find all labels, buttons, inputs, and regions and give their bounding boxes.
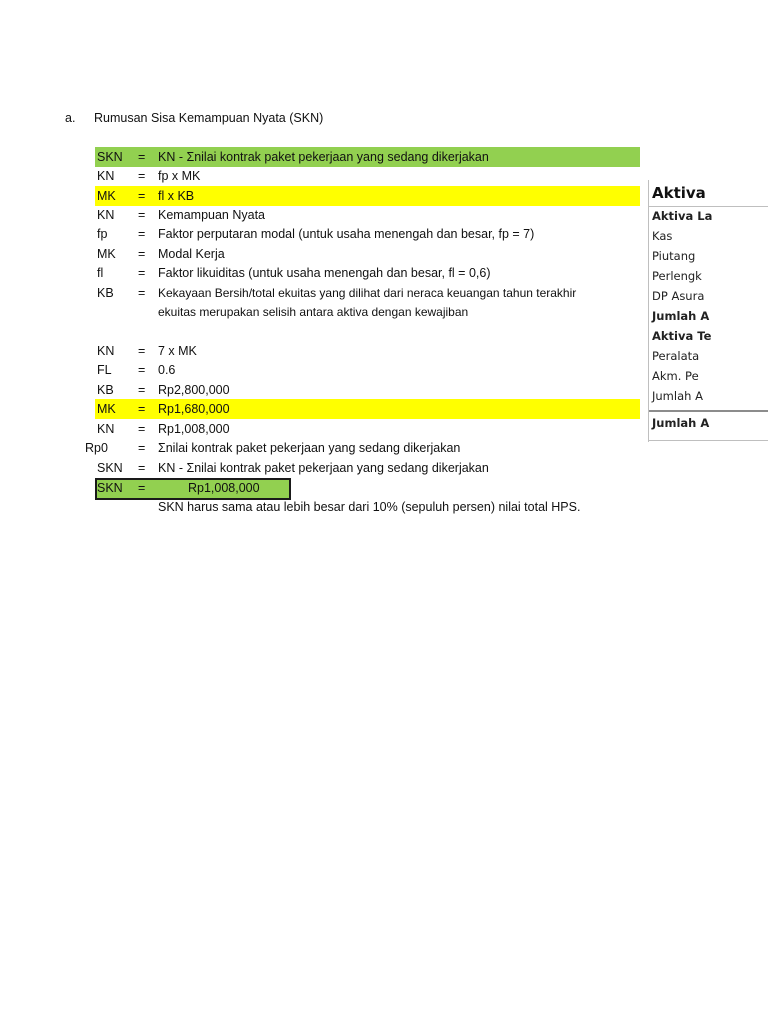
calc-key: KN bbox=[97, 344, 115, 358]
calc-key: Rp0 bbox=[85, 441, 108, 455]
calc-value: Σnilai kontrak paket pekerjaan yang sedang dikerjakan bbox=[158, 441, 461, 455]
equals-sign: = bbox=[138, 402, 146, 416]
formula-key: fp bbox=[97, 227, 108, 241]
panel-title: Aktiva bbox=[652, 184, 706, 202]
panel-item: Peralata bbox=[652, 349, 700, 363]
section-title: Rumusan Sisa Kemampuan Nyata (SKN) bbox=[94, 111, 324, 125]
formula-value: Kekayaan Bersih/total ekuitas yang dilihat dari neraca keuangan tahun terakhir bbox=[158, 286, 577, 300]
panel-item: Kas bbox=[652, 229, 673, 243]
formula-key: MK bbox=[97, 189, 116, 203]
calc-key: KN bbox=[97, 422, 115, 436]
formula-value: fl x KB bbox=[158, 189, 195, 203]
equals-sign: = bbox=[138, 286, 146, 300]
equals-sign: = bbox=[138, 227, 146, 241]
calc-value: 7 x MK bbox=[158, 344, 197, 358]
equals-sign: = bbox=[138, 266, 146, 280]
equals-sign: = bbox=[138, 461, 146, 475]
panel-item: Piutang bbox=[652, 249, 696, 263]
equals-sign: = bbox=[138, 441, 146, 455]
formula-key: fl bbox=[97, 266, 104, 280]
equals-sign: = bbox=[138, 150, 146, 164]
formula-value: Faktor perputaran modal (untuk usaha menengah dan besar, fp = 7) bbox=[158, 227, 535, 241]
section-marker: a. bbox=[65, 111, 76, 125]
equals-sign: = bbox=[138, 344, 146, 358]
calc-key: KB bbox=[97, 383, 114, 397]
formula-key: KN bbox=[97, 169, 115, 183]
formula-key: KN bbox=[97, 208, 115, 222]
calc-value: 0.6 bbox=[158, 363, 176, 377]
formula-value: Modal Kerja bbox=[158, 247, 225, 261]
result-key: SKN bbox=[97, 481, 123, 495]
equals-sign: = bbox=[138, 383, 146, 397]
calc-key: FL bbox=[97, 363, 112, 377]
equals-sign: = bbox=[138, 422, 146, 436]
equals-sign: = bbox=[138, 169, 146, 183]
formula-value: Kemampuan Nyata bbox=[158, 208, 266, 222]
panel-item: Perlengk bbox=[652, 269, 702, 283]
panel-item: Aktiva Te bbox=[652, 329, 712, 343]
calc-value: Rp2,800,000 bbox=[158, 383, 230, 397]
calc-key: SKN bbox=[97, 461, 123, 475]
panel-item: Jumlah A bbox=[652, 389, 703, 403]
equals-sign: = bbox=[138, 363, 146, 377]
formula-value: fp x MK bbox=[158, 169, 201, 183]
divider bbox=[649, 440, 768, 441]
formula-key: SKN bbox=[97, 150, 123, 164]
calc-key: MK bbox=[97, 402, 116, 416]
panel-item: Akm. Pe bbox=[652, 369, 699, 383]
calc-value: KN - Σnilai kontrak paket pekerjaan yang sedang dikerjakan bbox=[158, 461, 489, 475]
balance-sheet-panel bbox=[648, 180, 768, 442]
panel-item: Aktiva La bbox=[652, 209, 713, 223]
equals-sign: = bbox=[138, 208, 146, 222]
requirement-note: SKN harus sama atau lebih besar dari 10% (sepuluh persen) nilai total HPS. bbox=[158, 500, 581, 514]
result-value: Rp1,008,000 bbox=[188, 481, 260, 495]
calc-value: Rp1,680,000 bbox=[158, 402, 230, 416]
formula-value: Faktor likuiditas (untuk usaha menengah dan besar, fl = 0,6) bbox=[158, 266, 491, 280]
formula-value-continued: ekuitas merupakan selisih antara aktiva dengan kewajiban bbox=[158, 305, 469, 319]
panel-item: DP Asura bbox=[652, 289, 705, 303]
divider bbox=[649, 410, 768, 412]
formula-key: MK bbox=[97, 247, 116, 261]
formula-key: KB bbox=[97, 286, 114, 300]
equals-sign: = bbox=[138, 481, 146, 495]
panel-item: Jumlah A bbox=[652, 416, 710, 430]
formula-value: KN - Σnilai kontrak paket pekerjaan yang sedang dikerjakan bbox=[158, 150, 489, 164]
equals-sign: = bbox=[138, 189, 146, 203]
equals-sign: = bbox=[138, 247, 146, 261]
calc-value: Rp1,008,000 bbox=[158, 422, 230, 436]
panel-item: Jumlah A bbox=[652, 309, 710, 323]
